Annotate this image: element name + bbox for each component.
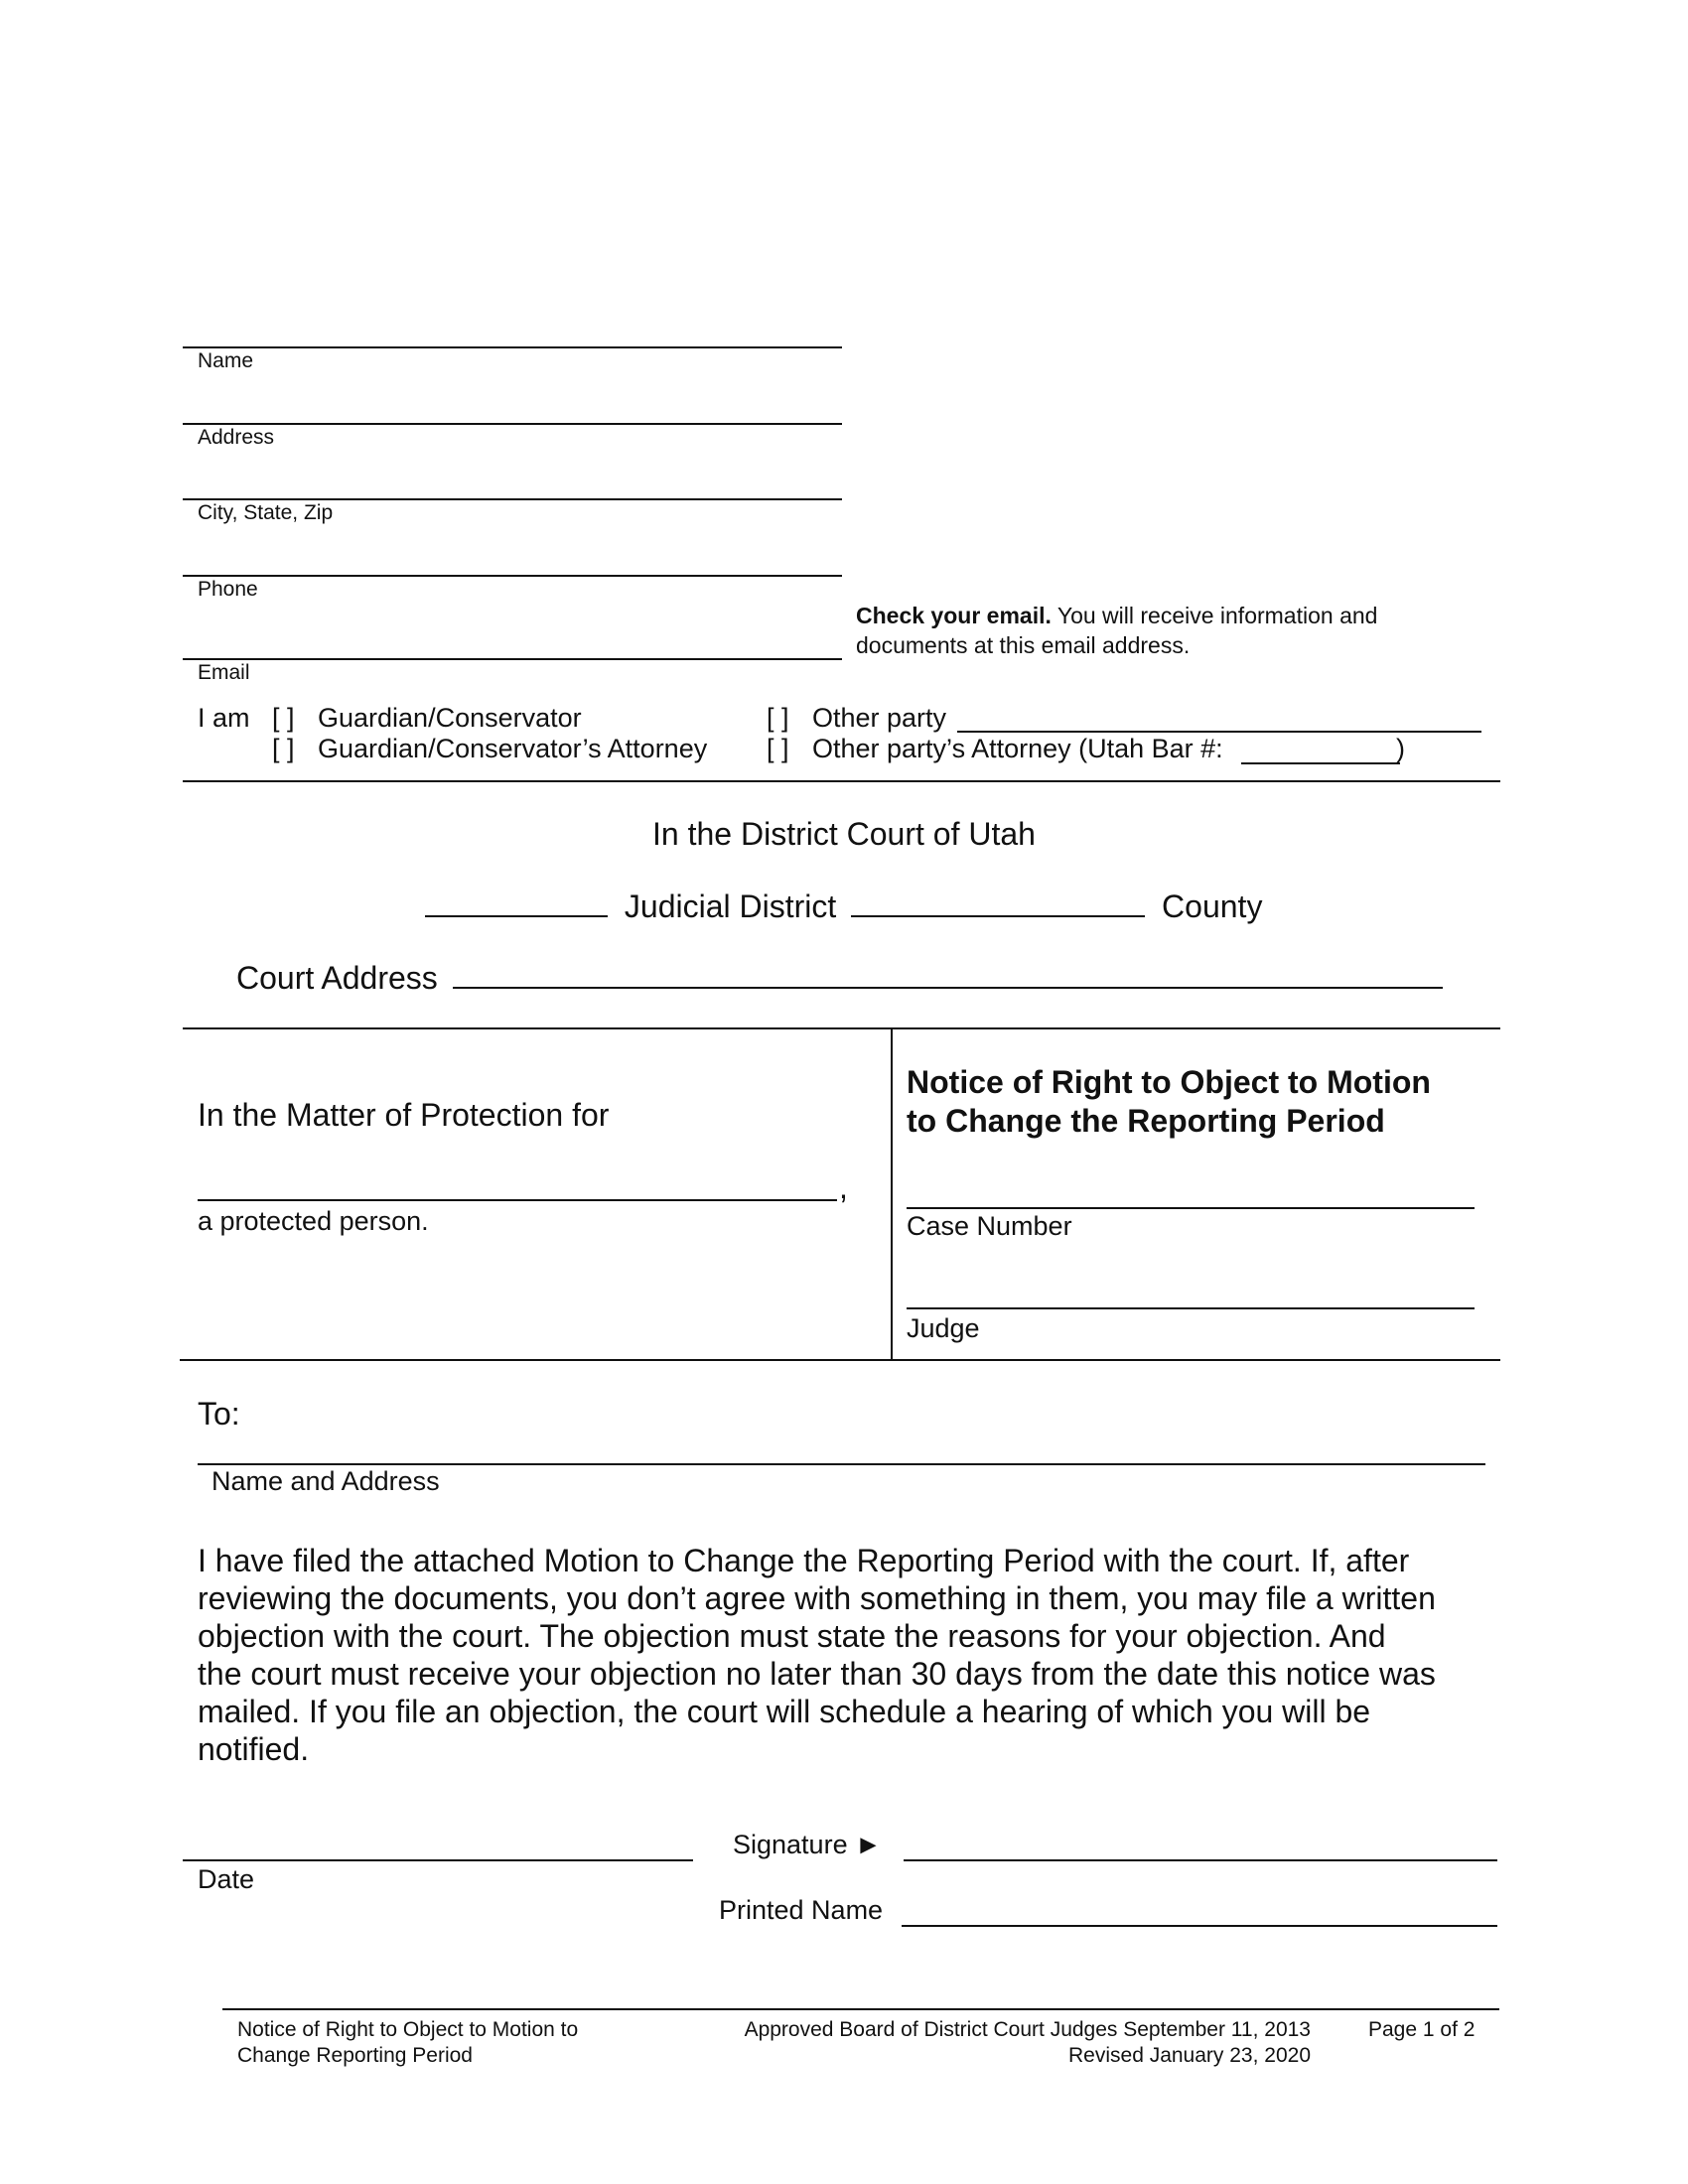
- checkbox-other-party[interactable]: [ ]: [767, 703, 789, 733]
- judicial-district-blank[interactable]: [425, 886, 608, 917]
- footer-revised: Revised January 23, 2020: [1068, 2044, 1311, 2067]
- document-title: [907, 1063, 1431, 1141]
- footer-rule: [222, 2008, 1499, 2010]
- email-note: [856, 601, 1472, 660]
- county-label: County: [1162, 888, 1263, 924]
- email-note-bold: Check your email.: [856, 603, 1052, 628]
- court-address-blank[interactable]: [453, 957, 1443, 989]
- judge-line[interactable]: [907, 1307, 1475, 1309]
- footer-form-name-line-2: Change Reporting Period: [237, 2044, 473, 2067]
- footer-form-name-line-1: Notice of Right to Object to Motion to: [237, 2018, 579, 2041]
- case-number-line[interactable]: [907, 1207, 1475, 1209]
- caption-top-rule: [183, 1027, 1500, 1029]
- notice-line-2: reviewing the documents, you don’t agree with something in them, you may file a written: [198, 1580, 1436, 1616]
- matter-label: In the Matter of Protection for: [198, 1097, 610, 1133]
- notice-line-5: mailed. If you file an objection, the court will schedule a hearing of which you will be: [198, 1694, 1371, 1729]
- date-label: Date: [198, 1864, 255, 1894]
- phone-line[interactable]: [183, 575, 842, 577]
- to-name-address-line[interactable]: [198, 1463, 1485, 1465]
- checkbox-guardian[interactable]: [ ]: [272, 703, 295, 733]
- email-line[interactable]: [183, 658, 842, 660]
- email-label: Email: [198, 661, 250, 684]
- judicial-district-label: Judicial District: [624, 888, 837, 924]
- address-line[interactable]: [183, 423, 842, 425]
- to-label: To:: [198, 1396, 240, 1432]
- notice-line-1: I have filed the attached Motion to Change the Reporting Period with the court. If, after: [198, 1543, 1410, 1578]
- protected-person-comma: ,: [839, 1169, 848, 1205]
- document-title-line-2: to Change the Reporting Period: [907, 1103, 1385, 1139]
- name-label: Name: [198, 349, 254, 372]
- document-title-line-1: Notice of Right to Object to Motion: [907, 1064, 1431, 1100]
- judge-label: Judge: [907, 1313, 980, 1343]
- notice-line-3: objection with the court. The objection must state the reasons for your objection. And: [198, 1618, 1386, 1654]
- printed-name-line[interactable]: [902, 1925, 1497, 1927]
- bar-number-close: ): [1396, 734, 1405, 763]
- email-note-text: You will receive information and documents at this email address.: [856, 603, 1378, 658]
- printed-name-label: Printed Name: [719, 1895, 884, 1925]
- protected-person-line[interactable]: [198, 1199, 837, 1201]
- county-blank[interactable]: [851, 886, 1145, 917]
- name-address-label: Name and Address: [211, 1466, 440, 1496]
- signature-line[interactable]: [904, 1859, 1497, 1861]
- notice-paragraph: [198, 1542, 1498, 1768]
- court-address-row: [236, 957, 1443, 997]
- option-other-party-label: Other party: [812, 703, 947, 733]
- address-label: Address: [198, 426, 275, 449]
- protected-person-label: a protected person.: [198, 1206, 429, 1236]
- checkbox-other-party-attorney[interactable]: [ ]: [767, 734, 789, 763]
- bar-number-line[interactable]: [1241, 762, 1400, 764]
- notice-line-4: the court must receive your objection no later than 30 days from the date this notice was: [198, 1656, 1436, 1692]
- option-guardian-attorney-label: Guardian/Conservator’s Attorney: [318, 734, 708, 763]
- case-number-label: Case Number: [907, 1211, 1072, 1241]
- footer-approved: Approved Board of District Court Judges September 11, 2013: [744, 2018, 1311, 2041]
- date-line[interactable]: [183, 1859, 693, 1861]
- court-address-label: Court Address: [236, 960, 438, 996]
- other-party-line[interactable]: [957, 731, 1481, 733]
- notice-line-6: notified.: [198, 1731, 310, 1767]
- caption-bottom-rule: [180, 1359, 1500, 1361]
- option-guardian-label: Guardian/Conservator: [318, 703, 582, 733]
- header-divider: [183, 780, 1500, 782]
- district-county-row: [425, 886, 1262, 925]
- court-title: In the District Court of Utah: [652, 816, 1036, 852]
- i-am-label: I am: [198, 703, 250, 733]
- phone-label: Phone: [198, 578, 258, 601]
- option-other-party-attorney-label: Other party’s Attorney (Utah Bar #:: [812, 734, 1223, 763]
- footer-page-number: Page 1 of 2: [1368, 2018, 1476, 2041]
- name-line[interactable]: [183, 346, 842, 348]
- signature-label: Signature ►: [733, 1830, 882, 1859]
- checkbox-guardian-attorney[interactable]: [ ]: [272, 734, 295, 763]
- caption-divider: [891, 1028, 893, 1360]
- footer-form-name: [237, 2017, 578, 2069]
- footer-approval: [695, 2017, 1311, 2069]
- city-state-zip-line[interactable]: [183, 498, 842, 500]
- city-state-zip-label: City, State, Zip: [198, 501, 334, 524]
